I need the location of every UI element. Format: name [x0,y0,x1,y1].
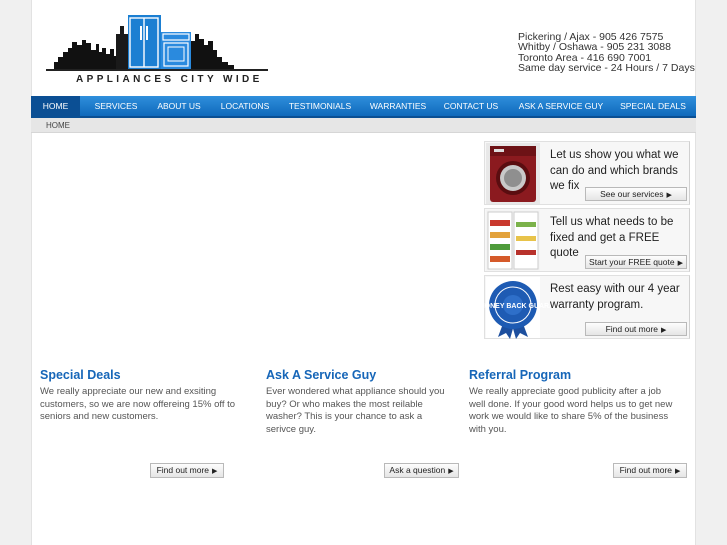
start-free-quote-button[interactable] [585,255,687,269]
referral-program-title: Referral Program [469,368,572,382]
nav-ask-a-service-guy[interactable]: ASK A SERVICE GUY [518,101,604,111]
see-our-services-label: See our services [600,189,664,199]
contact-info [518,32,695,74]
warranty-find-out-more-button[interactable] [585,322,687,336]
promo-quote [484,208,690,272]
arrow-right-icon: ▶ [675,468,681,475]
breadcrumb-home[interactable]: HOME [46,121,70,130]
nav-contact-us[interactable]: CONTACT US [443,101,499,111]
special-deals-title: Special Deals [40,368,121,382]
contact-line-whitby: Whitby / Oshawa - 905 231 3088 [518,41,671,54]
washer-image [486,143,540,204]
arrow-right-icon: ▶ [212,468,218,475]
special-deals-body: We really appreciate our new and exsiting customers, so we are now offereing 15% off to seniors and new customers. [40,386,236,422]
start-free-quote-label: Start your FREE quote [589,257,675,267]
promo-warranty [453,275,690,339]
promo-warranty-text: Rest easy with our 4 year warranty program. [550,283,680,311]
arrow-right-icon: ▶ [666,192,672,199]
nav-locations[interactable]: LOCATIONS [220,101,270,111]
promo-services [484,141,690,205]
ask-a-question-button[interactable] [384,463,459,478]
special-deals-section [40,368,236,424]
nav-special-deals[interactable]: SPECIAL DEALS [620,101,686,111]
nav-services[interactable]: SERVICES [94,101,138,111]
promo-services-text: Let us show you what we can do and which brands we fix [550,149,679,192]
arrow-right-icon: ▶ [677,260,683,267]
referral-program-section [469,368,675,436]
arrow-right-icon: ▶ [448,468,454,475]
breadcrumb [31,118,696,133]
contact-line-toronto: Toronto Area - 416 690 7001 [518,51,652,64]
ask-service-guy-title: Ask A Service Guy [266,368,377,382]
nav-warranties[interactable]: WARRANTIES [369,101,427,111]
nav-about-us[interactable]: ABOUT US [157,101,201,111]
nav-testimonials[interactable]: TESTIMONIALS [288,101,352,111]
ask-service-guy-section [266,368,446,436]
contact-line-pickering: Pickering / Ajax - 905 426 7575 [518,31,664,43]
logo-text: APPLIANCES CITY WIDE [76,74,263,85]
badge-text: 30 DAY MONEY BACK GUARANTEE [453,303,573,310]
contact-line-hours: Same day service - 24 Hours / 7 Days [518,62,695,75]
promo-quote-text: Tell us what needs to be fixed and get a FREE quote [550,216,674,259]
nav-home[interactable]: HOME [31,96,80,116]
arrow-right-icon: ▶ [661,327,667,334]
special-deals-find-out-more-button[interactable] [150,463,224,478]
ask-a-question-label: Ask a question [389,465,446,475]
fridge-image [486,210,540,271]
referral-program-body: We really appreciate good publicity after a job well done. If your good word helps us to get new work we would like to share 5% of the business with you. [469,386,673,435]
guarantee-badge [453,277,573,338]
special-deals-button-label: Find out more [156,465,210,475]
ask-service-guy-body: Ever wondered what appliance should you buy? Or who makes the most reilable washer? This is your chance to ask a serivce guy. [266,386,445,435]
referral-button-label: Find out more [619,465,673,475]
main-nav [31,96,696,118]
see-our-services-button[interactable] [585,187,687,201]
warranty-find-out-more-label: Find out more [605,324,659,334]
referral-find-out-more-button[interactable] [613,463,687,478]
